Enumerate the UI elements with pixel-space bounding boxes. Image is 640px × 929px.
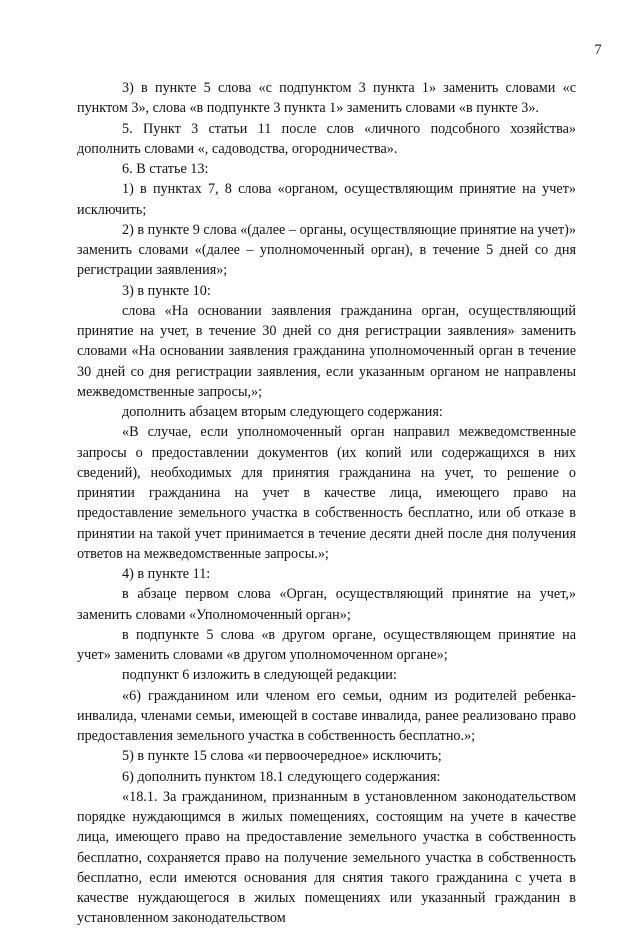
paragraph: в абзаце первом слова «Орган, осуществляющий принятие на учет,» заменить словами «Уполномоченный орган»;: [77, 586, 576, 623]
paragraph: в подпункте 5 слова «в другом органе, осуществляющем принятие на учет» заменить словами «в другом уполномоченном органе»;: [77, 626, 576, 663]
paragraph: 5. Пункт 3 статьи 11 после слов «личного подсобного хозяйства» дополнить словами «, садоводства, огородничества».: [77, 120, 576, 157]
paragraph: 4) в пункте 11:: [122, 566, 211, 582]
paragraph: «6) гражданином или членом его семьи, одним из родителей ребенка-инвалида, членами семьи, имеющей в составе инвалида, ранее реализовано право предоставления земельного участка в собственность бесплатно.»;: [77, 687, 576, 744]
paragraph: 3) в пункте 5 слова «с подпунктом 3 пункта 1» заменить словами «с пунктом 3», слова «в подпункте 3 пункта 1» заменить словами «в пункте 3».: [77, 80, 576, 117]
paragraph: подпункт 6 изложить в следующей редакции:: [122, 667, 397, 684]
paragraph: 5) в пункте 15 слова «и первоочередное» исключить;: [122, 748, 442, 765]
paragraph: дополнить абзацем вторым следующего содержания:: [122, 404, 443, 420]
paragraph: 2) в пункте 9 слова «(далее – органы, осуществляющие принятие на учет)» заменить словами «(далее – уполномоченный орган), в течение 5 дней со дня регистрации заявления»;: [77, 221, 576, 279]
paragraph: 3) в пункте 10:: [122, 282, 211, 299]
paragraph: слова «На основании заявления гражданина орган, осуществляющий принятие на учет, в течение 30 дней со дня регистрации заявления» заменить словами «На основании заявления гражданина уполномоченный орган в течение 30 дней со дня регистрации заявления, если указанным органом не направлены межведомственные запросы,»;: [77, 302, 576, 400]
page-number: 7: [594, 42, 602, 58]
paragraph: «18.1. За гражданином, признанным в установленном законодательством порядке нуждающимся в жилых помещениях, состоящим на учете в качестве лица, имеющего право на предоставление земельного участка в собственность бесплатно, сохраняется право на получение земельного участка в собственность бесплатно, если имеются основания для снятия такого гражданина с учета в качестве нуждающегося в жилых помещениях или указанный гражданин в установленном законодательством: [77, 788, 576, 927]
paragraph: 6. В статье 13:: [122, 161, 209, 177]
paragraph: 6) дополнить пунктом 18.1 следующего содержания:: [122, 768, 441, 785]
paragraph: 1) в пунктах 7, 8 слова «органом, осуществляющим принятие на учет» исключить;: [77, 181, 576, 218]
paragraph: «В случае, если уполномоченный орган направил межведомственные запросы о предоставлении документов (их копий или содержащихся в них сведений), необходимых для принятия гражданина на учет, то решение о принятии гражданина на учет в качестве лица, имеющего право на предоставление земельного участка в собственность бесплатно, или об отказе в принятии на такой учет принимается в течение десяти дней после дня получения ответов на межведомственные запросы.»;: [77, 424, 576, 562]
body-text: [77, 78, 576, 929]
